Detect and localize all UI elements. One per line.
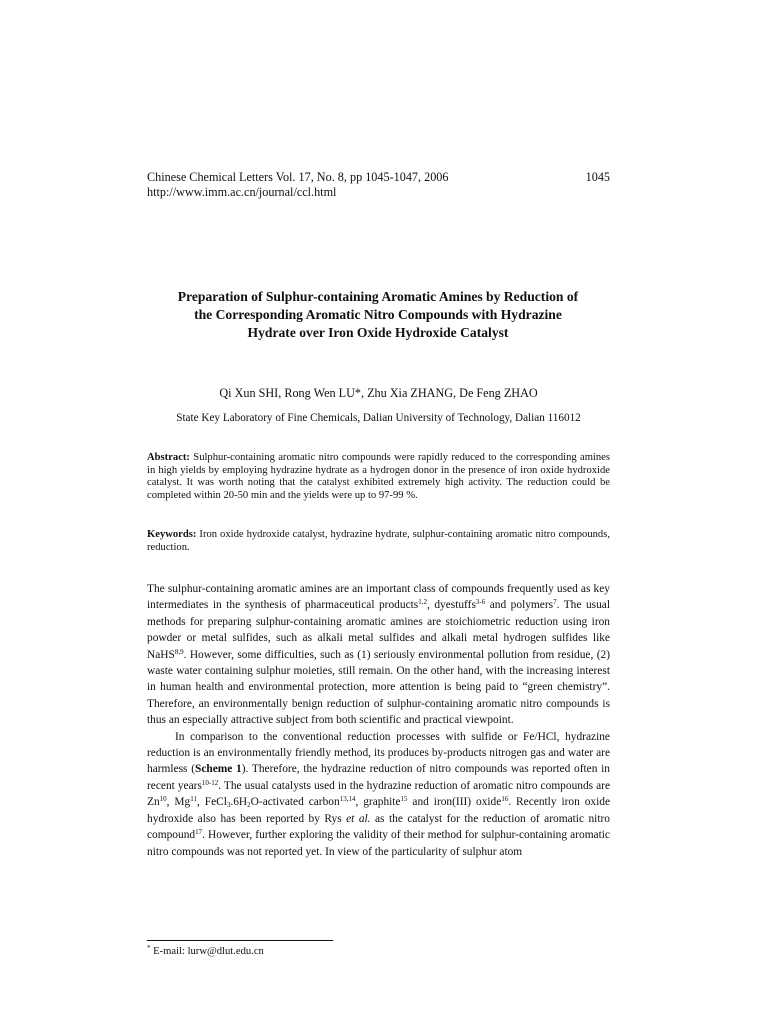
subscript: 3 <box>226 801 231 810</box>
text-run: ). Therefore, the hydrazine reduction of nitro compounds was reported often in recent years <box>147 763 610 792</box>
abstract-text: Sulphur-containing aromatic nitro compounds were rapidly reduced to the corresponding amines in high yields by employing hydrazine hydrate as a hydrogen donor in the presence of iron oxide hydroxide catalyst. It was worth noting that the catalyst exhibited extremely high activity. The reduction could be completed within 20-50 min and the yields were up to 97-99 %. <box>147 452 611 501</box>
text-run: , graphite <box>355 796 401 809</box>
subscript: 2 <box>247 801 251 810</box>
text-run: . The usual catalysts used in the hydrazine reduction of aromatic nitro compounds are Zn <box>147 779 611 809</box>
citation-ref: 3-6 <box>475 598 486 607</box>
affiliation: State Key Laboratory of Fine Chemicals, Dalian University of Technology, Dalian 116012 <box>176 412 581 424</box>
journal-header <box>147 170 610 200</box>
citation-ref: 1,2 <box>418 598 427 607</box>
title-line: the Corresponding Aromatic Nitro Compounds with Hydrazine <box>194 307 562 322</box>
body-text <box>147 581 610 860</box>
keywords-text: Iron oxide hydroxide catalyst, hydrazine hydrate, sulphur-containing aromatic nitro compounds, reduction. <box>147 529 610 553</box>
paragraph-1 <box>147 581 610 729</box>
text-run: . However, further exploring the validity of their method for sulphur-containing aromatic nitro compounds was not reported yet. In view of the particularity of sulphur atom <box>147 829 610 858</box>
text-run: and iron(III) oxide <box>407 796 502 809</box>
citation-ref: 17 <box>195 828 203 837</box>
keywords <box>147 529 610 554</box>
title-line: Preparation of Sulphur-containing Aromatic Amines by Reduction of <box>177 289 579 304</box>
text-run: and polymers <box>485 599 554 612</box>
text-run: , Mg <box>166 796 191 809</box>
citation-ref: 13,14 <box>339 795 356 804</box>
et-al: et al. <box>346 812 371 825</box>
text-run: , FeCl <box>196 796 227 809</box>
scheme-ref: Scheme 1 <box>195 763 242 776</box>
keywords-label: Keywords: <box>147 529 197 540</box>
citation-ref: 10-12 <box>201 778 219 787</box>
footnote-mark: * <box>147 944 151 952</box>
citation-ref: 8,9 <box>174 647 184 656</box>
text-run: The sulphur-containing aromatic amines are an important class of compounds frequently used as key intermediates in the synthesis of pharmaceutical products <box>147 583 610 612</box>
citation-ref: 10 <box>159 795 167 804</box>
abstract <box>147 452 610 502</box>
paper-title <box>140 288 616 342</box>
journal-url[interactable]: http://www.imm.ac.cn/journal/ccl.html <box>147 185 337 199</box>
text-run: , dyestuffs <box>426 599 476 612</box>
page-number: 1045 <box>585 170 610 184</box>
title-line: Hydrate over Iron Oxide Hydroxide Catalyst <box>247 325 509 340</box>
text-run: .6H <box>230 796 248 809</box>
citation-ref: 15 <box>400 795 408 804</box>
footnote <box>147 946 264 957</box>
text-run: . However, some difficulties, such as (1) seriously environmental pollution from residue, (2) waste water containing sulphur moieties, still remain. On the other hand, with the increasing interest in human health and environmental protection, more attention is being paid to “green chemistry”. Therefore, an environmentally benign reduction of sulphur-containing aromatic nitro compounds is thus an especially attractive subject from both scientific and practical viewpoint. <box>147 648 610 727</box>
abstract-label: Abstract: <box>147 452 190 463</box>
text-run: . Recently iron oxide hydroxide also has been reported by Rys <box>147 796 611 825</box>
paragraph-2 <box>147 729 610 860</box>
text-run: O-activated carbon <box>250 796 340 809</box>
text-run: as the catalyst for the reduction of aromatic nitro compound <box>147 812 611 842</box>
text-run: . The usual methods for preparing sulphur-containing aromatic amines are stoichiometric reduction using iron powder or metal sulfides, such as alkali metal sulfides and alkali metal hydrogen sulfides like NaHS <box>147 599 610 661</box>
text-run: In comparison to the conventional reduction processes with sulfide or Fe/HCl, hydrazine reduction is an environmentally friendly method, its produces by-products nitrogen gas and water are harmless ( <box>147 730 610 776</box>
citation-ref: 7 <box>553 598 557 607</box>
journal-citation: Chinese Chemical Letters Vol. 17, No. 8, pp 1045-1047, 2006 <box>147 170 449 184</box>
footnote-email: E-mail: lurw@dlut.edu.cn <box>150 946 264 957</box>
author-list: Qi Xun SHI, Rong Wen LU*, Zhu Xia ZHANG, De Feng ZHAO <box>219 386 538 400</box>
citation-ref: 16 <box>501 795 509 804</box>
citation-ref: 11 <box>190 795 197 804</box>
footnote-rule <box>147 940 333 941</box>
